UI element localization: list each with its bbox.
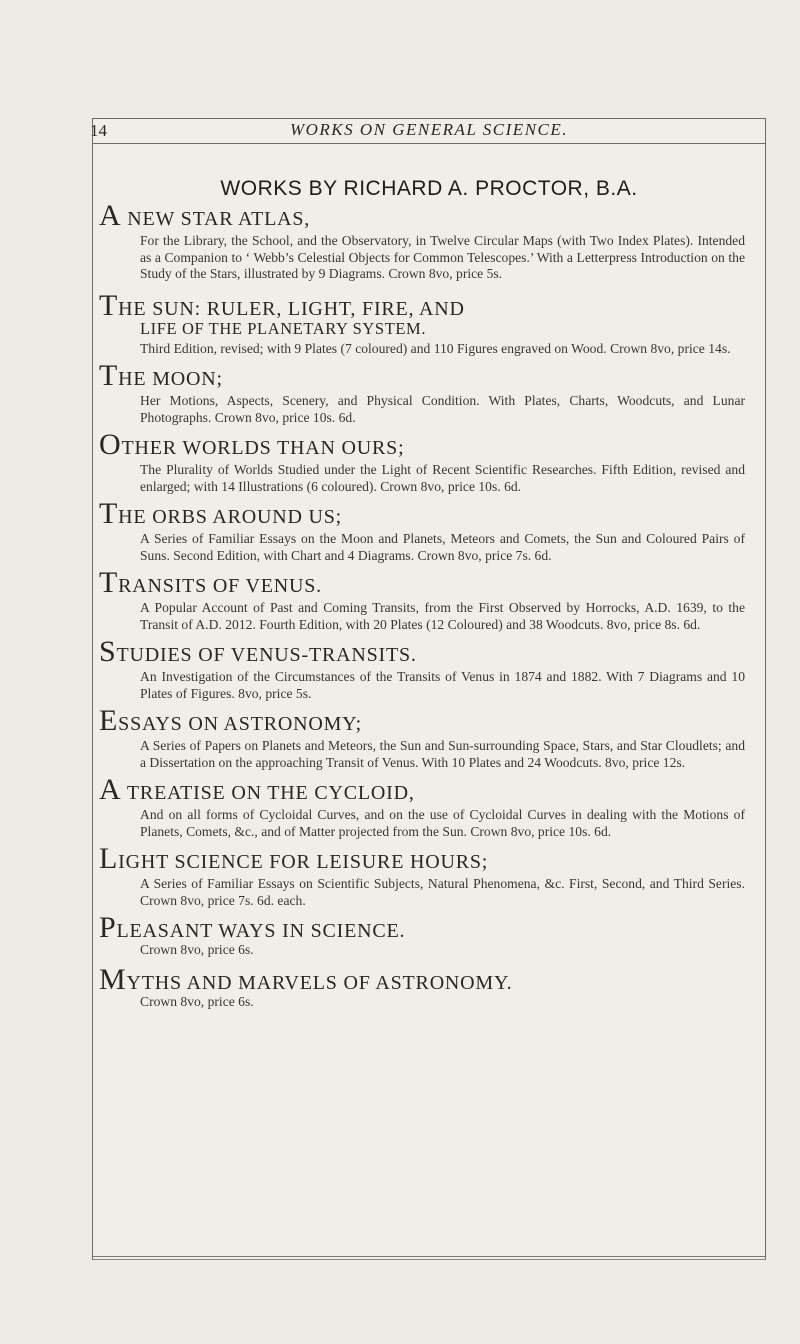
book-entry <box>99 635 745 702</box>
book-list <box>99 199 745 1018</box>
book-subtitle: LIFE OF THE PLANETARY SYSTEM. <box>140 318 427 338</box>
book-entry <box>99 704 745 771</box>
book-entry <box>99 288 745 358</box>
book-description: Her Motions, Aspects, Scenery, and Physical Condition. With Plates, Charts, Woodcuts, and Lunar Photographs. Crown 8vo, price 10s. 6d. <box>140 393 745 425</box>
book-entry <box>99 842 745 909</box>
book-description: And on all forms of Cycloidal Curves, and on the use of Cycloidal Curves in dealing with the Motions of Planets, Comets, &c., and of Matter projected from the Sun. Crown 8vo, price 10s. 6d. <box>140 807 745 839</box>
book-entry <box>99 566 745 633</box>
book-title: A TREATISE ON THE CYCLOID, <box>99 773 415 806</box>
book-description: A Series of Papers on Planets and Meteors, the Sun and Sun-surrounding Space, Stars, and Star Cloudlets; and a Dissertation on the approaching Transit of Venus. With 10 Plates and 24 Woodcuts. 8vo, price 12s. <box>140 738 745 770</box>
book-entry <box>99 497 745 564</box>
book-title: A NEW STAR ATLAS, <box>99 199 311 232</box>
book-title: THE MOON; <box>99 359 223 392</box>
book-description: An Investigation of the Circumstances of the Transits of Venus in 1874 and 1882. With 7 Diagrams and 10 Plates of Figures. 8vo, price 5s. <box>140 669 745 701</box>
page-number: 14 <box>90 121 107 140</box>
book-entry <box>99 359 745 426</box>
book-entry <box>99 962 745 1011</box>
bottom-rule <box>93 1256 765 1257</box>
book-title: OTHER WORLDS THAN OURS; <box>99 428 405 461</box>
book-title: THE ORBS AROUND US; <box>99 497 343 530</box>
book-page <box>92 118 766 1260</box>
book-title: MYTHS AND MARVELS OF ASTRONOMY. <box>99 962 513 996</box>
book-title: THE SUN: RULER, LIGHT, FIRE, AND <box>99 288 465 322</box>
page-header <box>90 119 765 144</box>
book-entry <box>99 428 745 495</box>
book-description: For the Library, the School, and the Observatory, in Twelve Circular Maps (with Two Index Plates). Intended as a Companion to ‘ Webb’s Celestial Objects for Common Telescopes.’ With a Letterpress Introduction on the Study of the Stars, illustrated by 9 Diagrams. Crown 8vo, price 5s. <box>140 233 745 281</box>
book-description: A Series of Familiar Essays on the Moon and Planets, Meteors and Comets, the Sun and Coloured Pairs of Suns. Second Edition, with Chart and 4 Diagrams. Crown 8vo, price 7s. 6d. <box>140 531 745 563</box>
book-description: Crown 8vo, price 6s. <box>140 942 254 957</box>
book-title: PLEASANT WAYS IN SCIENCE. <box>99 911 406 944</box>
book-entry <box>99 911 745 959</box>
book-title: ESSAYS ON ASTRONOMY; <box>99 704 362 737</box>
book-title: STUDIES OF VENUS-TRANSITS. <box>99 635 417 668</box>
book-description: Third Edition, revised; with 9 Plates (7 coloured) and 110 Figures engraved on Wood. Crown 8vo, price 14s. <box>140 340 731 356</box>
running-head: WORKS ON GENERAL SCIENCE. <box>289 120 569 139</box>
book-description: Crown 8vo, price 6s. <box>140 993 254 1009</box>
author-heading: WORKS BY RICHARD A. PROCTOR, B.A. <box>220 177 638 200</box>
book-description: A Popular Account of Past and Coming Transits, from the First Observed by Horrocks, A.D. 1639, to the Transit of A.D. 2012. Fourth Edition, with 20 Plates (12 Coloured) and 38 Woodcuts. 8vo, price 8s. 6d. <box>140 600 745 632</box>
book-entry <box>99 199 745 283</box>
book-title: TRANSITS OF VENUS. <box>99 566 322 599</box>
book-entry <box>99 773 745 840</box>
book-description: The Plurality of Worlds Studied under the Light of Recent Scientific Researches. Fifth Edition, revised and enlarged; with 14 Illustrations (6 coloured). Crown 8vo, price 10s. 6d. <box>140 462 745 494</box>
book-title: LIGHT SCIENCE FOR LEISURE HOURS; <box>99 842 489 875</box>
book-description: A Series of Familiar Essays on Scientific Subjects, Natural Phenomena, &c. First, Second, and Third Series. Crown 8vo, price 7s. 6d. each. <box>140 876 745 908</box>
